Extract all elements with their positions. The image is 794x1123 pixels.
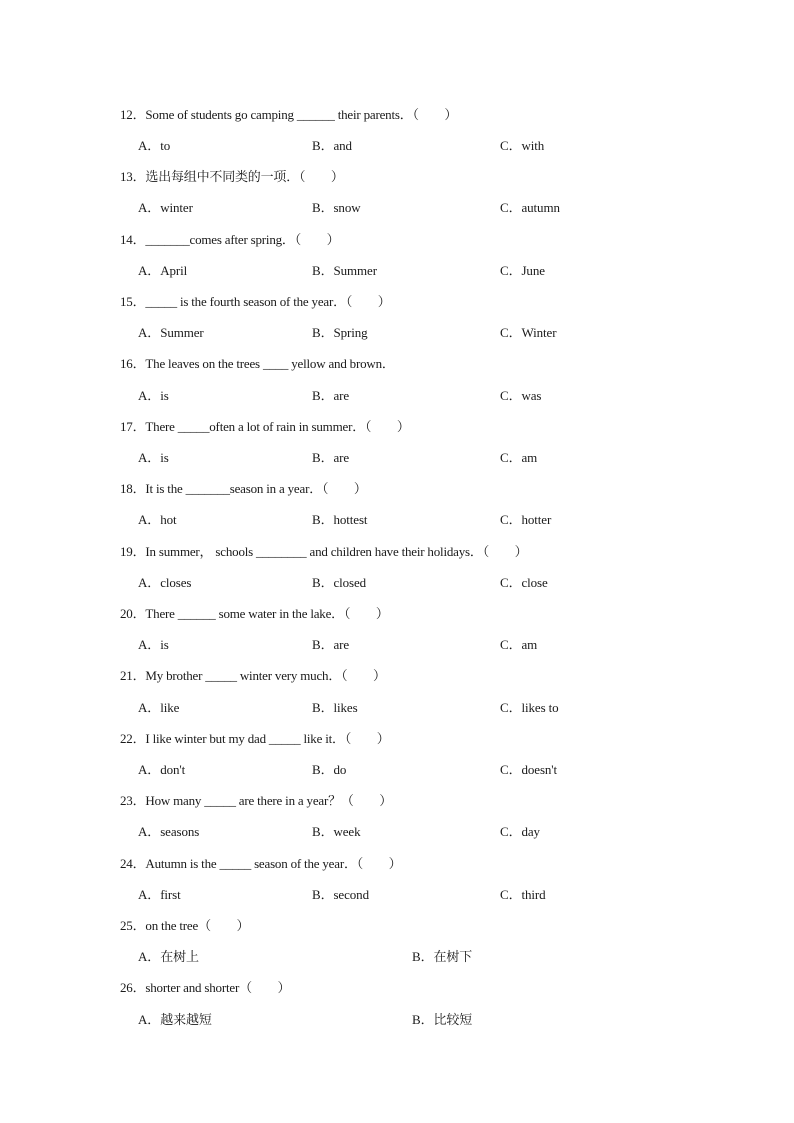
question-17-option-c[interactable]: C．am bbox=[500, 450, 538, 465]
question-18-option-b[interactable]: B．hottest bbox=[312, 512, 368, 527]
question-20-stem: 20．There ______ some water in the lake．（ ） bbox=[120, 606, 389, 621]
question-18-stem: 18．It is the _______season in a year．（ ） bbox=[120, 481, 367, 496]
question-15-stem: 15．_____ is the fourth season of the year．（ ） bbox=[120, 294, 391, 309]
question-22-stem: 22．I like winter but my dad _____ like it．（ ） bbox=[120, 731, 390, 746]
question-14-option-b[interactable]: B．Summer bbox=[312, 263, 377, 278]
question-19-option-c[interactable]: C．close bbox=[500, 575, 548, 590]
question-12-option-c[interactable]: C．with bbox=[500, 138, 545, 153]
question-21-option-a[interactable]: A．like bbox=[138, 700, 180, 715]
question-21-stem: 21．My brother _____ winter very much．（ ） bbox=[120, 668, 386, 683]
question-20-option-c[interactable]: C．am bbox=[500, 637, 538, 652]
question-13-option-b[interactable]: B．snow bbox=[312, 200, 361, 215]
question-16-stem: 16．The leaves on the trees ____ yellow and brown． bbox=[120, 356, 395, 371]
question-13-option-c[interactable]: C．autumn bbox=[500, 200, 560, 215]
question-23-option-b[interactable]: B．week bbox=[312, 824, 361, 839]
question-19-option-b[interactable]: B．closed bbox=[312, 575, 367, 590]
question-20-option-b[interactable]: B．are bbox=[312, 637, 350, 652]
question-16-option-b[interactable]: B．are bbox=[312, 388, 350, 403]
question-24-stem: 24．Autumn is the _____ season of the year．（ ） bbox=[120, 856, 402, 871]
question-21-option-c[interactable]: C．likes to bbox=[500, 700, 559, 715]
question-23-option-a[interactable]: A．seasons bbox=[138, 824, 200, 839]
question-16-option-c[interactable]: C．was bbox=[500, 388, 542, 403]
question-12-stem: 12．Some of students go camping ______ their parents．（ ） bbox=[120, 107, 458, 122]
question-26-option-a[interactable]: A．越来越短 bbox=[138, 1012, 212, 1027]
question-18-option-a[interactable]: A．hot bbox=[138, 512, 177, 527]
question-25-option-b[interactable]: B．在树下 bbox=[412, 949, 473, 964]
question-15-option-b[interactable]: B．Spring bbox=[312, 325, 368, 340]
question-19-option-a[interactable]: A．closes bbox=[138, 575, 192, 590]
question-17-option-a[interactable]: A．is bbox=[138, 450, 169, 465]
question-24-option-a[interactable]: A．first bbox=[138, 887, 181, 902]
question-15-option-a[interactable]: A．Summer bbox=[138, 325, 204, 340]
question-13-stem: 13．选出每组中不同类的一项．（ ） bbox=[120, 169, 344, 184]
question-21-option-b[interactable]: B．likes bbox=[312, 700, 358, 715]
question-14-option-a[interactable]: A．April bbox=[138, 263, 188, 278]
question-18-option-c[interactable]: C．hotter bbox=[500, 512, 552, 527]
question-17-option-b[interactable]: B．are bbox=[312, 450, 350, 465]
question-17-stem: 17．There _____often a lot of rain in summer．（ ） bbox=[120, 419, 410, 434]
question-25-option-a[interactable]: A．在树上 bbox=[138, 949, 199, 964]
question-23-option-c[interactable]: C．day bbox=[500, 824, 540, 839]
question-12-option-a[interactable]: A．to bbox=[138, 138, 171, 153]
question-25-stem: 25．on the tree（ ） bbox=[120, 918, 250, 933]
question-22-option-a[interactable]: A．don't bbox=[138, 762, 186, 777]
question-22-option-c[interactable]: C．doesn't bbox=[500, 762, 558, 777]
question-24-option-c[interactable]: C．third bbox=[500, 887, 546, 902]
question-26-stem: 26．shorter and shorter（ ） bbox=[120, 980, 291, 995]
question-20-option-a[interactable]: A．is bbox=[138, 637, 169, 652]
question-12-option-b[interactable]: B．and bbox=[312, 138, 352, 153]
question-13-option-a[interactable]: A．winter bbox=[138, 200, 193, 215]
question-15-option-c[interactable]: C．Winter bbox=[500, 325, 557, 340]
question-14-option-c[interactable]: C．June bbox=[500, 263, 545, 278]
question-22-option-b[interactable]: B．do bbox=[312, 762, 347, 777]
question-23-stem: 23．How many _____ are there in a year？（ ） bbox=[120, 793, 393, 808]
question-26-option-b[interactable]: B．比较短 bbox=[412, 1012, 473, 1027]
question-19-stem: 19．In summer， schools ________ and children have their holidays．（ ） bbox=[120, 544, 528, 559]
question-14-stem: 14．_______comes after spring．（ ） bbox=[120, 232, 340, 247]
question-24-option-b[interactable]: B．second bbox=[312, 887, 369, 902]
question-16-option-a[interactable]: A．is bbox=[138, 388, 169, 403]
